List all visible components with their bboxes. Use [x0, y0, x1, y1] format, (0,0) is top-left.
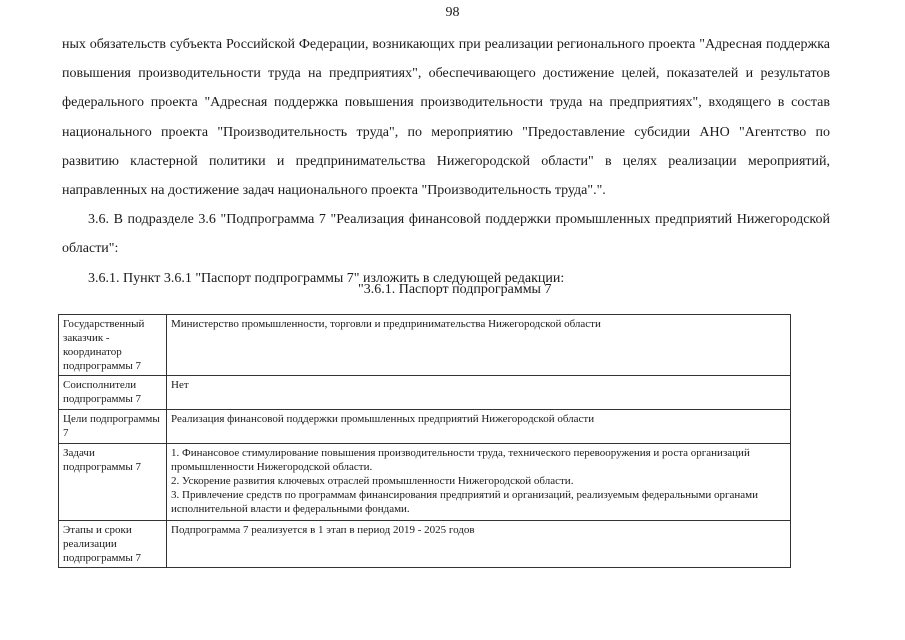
table-row — [59, 521, 791, 568]
row-label: Государственный заказчик - координатор подпрограммы 7 — [59, 315, 167, 376]
row-value — [167, 315, 791, 376]
value-line: Нет — [171, 379, 189, 391]
row-label: Задачи подпрограммы 7 — [59, 444, 167, 521]
row-value — [167, 410, 791, 444]
passport-table — [58, 314, 791, 568]
table-row — [59, 444, 791, 521]
paragraph-3-6-1: 3.6.1. Пункт 3.6.1 "Паспорт подпрограммы 7" изложить в следующей редакции: — [88, 270, 565, 286]
paragraph-3-6: 3.6. В подразделе 3.6 "Подпрограмма 7 "Реализация финансовой поддержки промышленных предприятий Нижегородской области": — [62, 212, 830, 257]
row-label: Цели подпрограммы 7 — [59, 410, 167, 444]
page-number: 98 — [445, 5, 460, 20]
task-item: 2. Ускорение развития ключевых отраслей промышленности Нижегородской области. — [171, 475, 574, 487]
table-row — [59, 376, 791, 410]
task-item: 1. Финансовое стимулирование повышения производительности труда, технического перевооружения и роста организаций промышленности Нижегородской области. — [171, 447, 750, 473]
row-label: Соисполнители подпрограммы 7 — [59, 376, 167, 410]
table-row — [59, 315, 791, 376]
task-item: 3. Привлечение средств по программам финансирования предприятий и организаций, реализуемым федеральными органами исполнительной власти и федеральными фондами. — [171, 489, 759, 515]
row-value — [167, 444, 791, 521]
row-value — [167, 521, 791, 568]
value-line: Подпрограмма 7 реализуется в 1 этап в период 2019 - 2025 годов — [171, 524, 475, 536]
value-line: Реализация финансовой поддержки промышленных предприятий Нижегородской области — [171, 413, 595, 425]
paragraph-continuation: ных обязательств субъекта Российской Федерации, возникающих при реализации регионального проекта "Адресная поддержка повышения производительности труда на предприятиях", обеспечивающего достижение целей, показателей и результатов федерального проекта "Адресная поддержка повышения производительности труда на предприятиях", входящего в состав национального проекта "Производительность труда", по мероприятию "Предоставление субсидии АНО "Агентство по развитию кластерной политики и предпринимательства Нижегородской области" в целях реализации мероприятий, направленных на достижение задач национального проекта "Производительность труда".". — [62, 37, 830, 199]
row-label: Этапы и сроки реализации подпрограммы 7 — [59, 521, 167, 568]
passport-heading: "3.6.1. Паспорт подпрограммы 7 — [358, 282, 552, 297]
row-value — [167, 376, 791, 410]
value-line: Министерство промышленности, торговли и предпринимательства Нижегородской области — [171, 318, 601, 330]
table-row — [59, 410, 791, 444]
document-body — [62, 30, 830, 293]
